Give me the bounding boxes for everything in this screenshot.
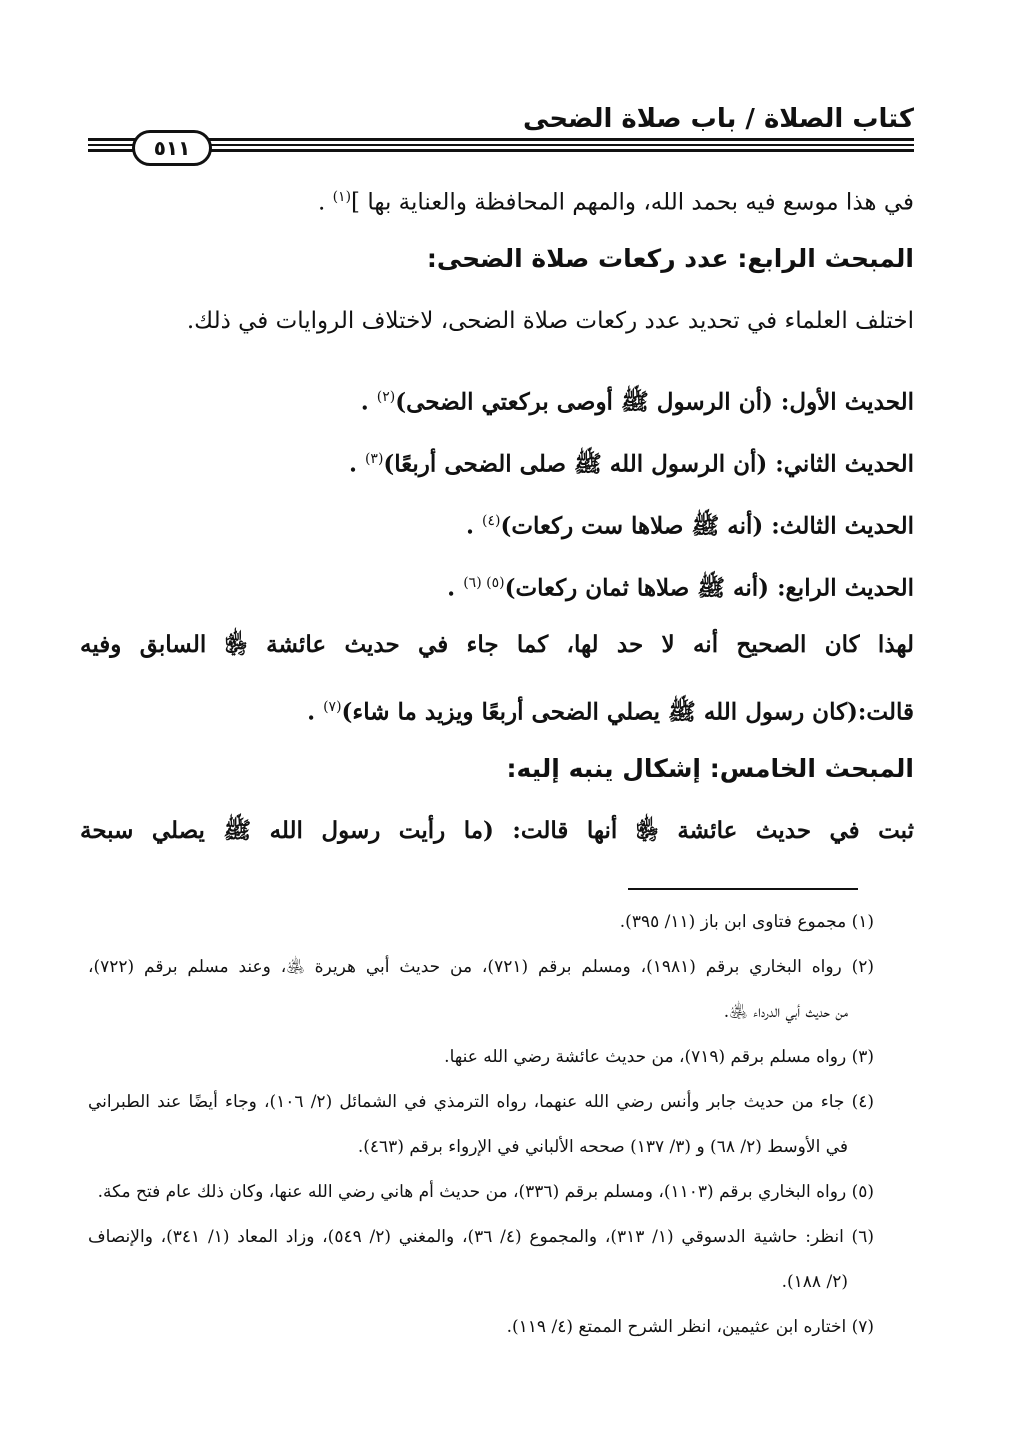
hadith-first: الحديث الأول: (أن الرسول ﷺ أوصى بركعتي الضحى)$^{(٢)}$ . bbox=[360, 388, 914, 416]
hadith-third: الحديث الثالث: (أنه ﷺ صلاها ست ركعات)$^{(٤)}$ . bbox=[466, 512, 914, 540]
hadith-fourth: الحديث الرابع: (أنه ﷺ صلاها ثمان ركعات)$^{(٥) (٦)}$ . bbox=[447, 574, 914, 602]
footnote-5: (٥) رواه البخاري برقم (١١٠٣)، ومسلم برقم (٣٣٦)، من حديث أم هاني رضي الله عنها، وكان ذلك عام فتح مكة. bbox=[97, 1182, 874, 1202]
body-line-aisha-hadith: ثبت في حديث عائشة ﵂ أنها قالت: (ما رأيت رسول الله ﷺ يصلي سبحة bbox=[80, 817, 914, 844]
body-line-conclusion: لهذا كان الصحيح أنه لا حد لها، كما جاء في حديث عائشة ﵂ السابق وفيه bbox=[80, 631, 914, 658]
footnote-6: (٦) انظر: حاشية الدسوقي (١/ ٣١٣)، والمجموع (٤/ ٣٦)، والمغني (٢/ ٥٤٩)، وزاد المعاد (١/ ٣٤١)، والإنصاف bbox=[88, 1227, 874, 1247]
footnote-4: (٤) جاء من حديث جابر وأنس رضي الله عنهما، رواه الترمذي في الشمائل (٢/ ١٠٦)، وجاء أيضًا عند الطبراني bbox=[88, 1092, 874, 1112]
footnote-marker: (٤) bbox=[482, 513, 501, 529]
body-line-aisha-quote: قالت:(كان رسول الله ﷺ يصلي الضحى أربعًا ويزيد ما شاء)$^{(٧)}$ . bbox=[307, 698, 914, 726]
footnote-4-continued: في الأوسط (٢/ ٦٨) و (٣/ ١٣٧) صححه الألباني في الإرواء برقم (٤٦٣). bbox=[357, 1137, 848, 1157]
footnote-marker: (٢) bbox=[376, 389, 396, 405]
spacer bbox=[80, 354, 914, 368]
footnote-3: (٣) رواه مسلم برقم (٧١٩)، من حديث عائشة رضي الله عنها. bbox=[444, 1047, 874, 1067]
footnotes bbox=[88, 900, 874, 1350]
footnote-2: (٢) رواه البخاري برقم (١٩٨١)، ومسلم برقم (٧٢١)، من حديث أبي هريرة ﵁، وعند مسلم برقم (٧٢٢)، bbox=[88, 957, 875, 977]
footnote-2-continued: من حديث أبي الدرداء ﵁. bbox=[723, 1002, 848, 1022]
footnote-1: (١) مجموع فتاوى ابن باز (١١/ ٣٩٥). bbox=[619, 912, 874, 932]
footnote-separator bbox=[628, 888, 858, 890]
hadith-second: الحديث الثاني: (أن الرسول الله ﷺ صلى الضحى أربعًا)$^{(٣)}$ . bbox=[348, 450, 914, 478]
footnote-6-continued: (٢/ ١٨٨). bbox=[781, 1272, 848, 1292]
footnote-marker: (٣) bbox=[364, 451, 384, 467]
page-number: ٥١١ bbox=[132, 130, 212, 166]
body-line-disagreement: اختلف العلماء في تحديد عدد ركعات صلاة الضحى، لاختلاف الروايات في ذلك. bbox=[186, 308, 914, 334]
section-heading-fifth: المبحث الخامس: إشكال ينبه إليه: bbox=[506, 754, 914, 783]
section-heading-fourth: المبحث الرابع: عدد ركعات صلاة الضحى: bbox=[426, 244, 914, 273]
footnote-marker: (٧) bbox=[323, 699, 342, 715]
footnote-7: (٧) اختاره ابن عثيمين، انظر الشرح الممتع (٤/ ١١٩). bbox=[506, 1317, 874, 1337]
body-text bbox=[80, 168, 914, 864]
footnote-marker: (٥) (٦) bbox=[463, 575, 505, 591]
footnote-marker: (١) bbox=[332, 189, 352, 205]
running-header-title: كتاب الصلاة / باب صلاة الضحى bbox=[523, 104, 914, 134]
body-line-intro-end: في هذا موسع فيه بحمد الله، والمهم المحافظة والعناية بها ]$^{(١)}$ . bbox=[317, 189, 914, 216]
